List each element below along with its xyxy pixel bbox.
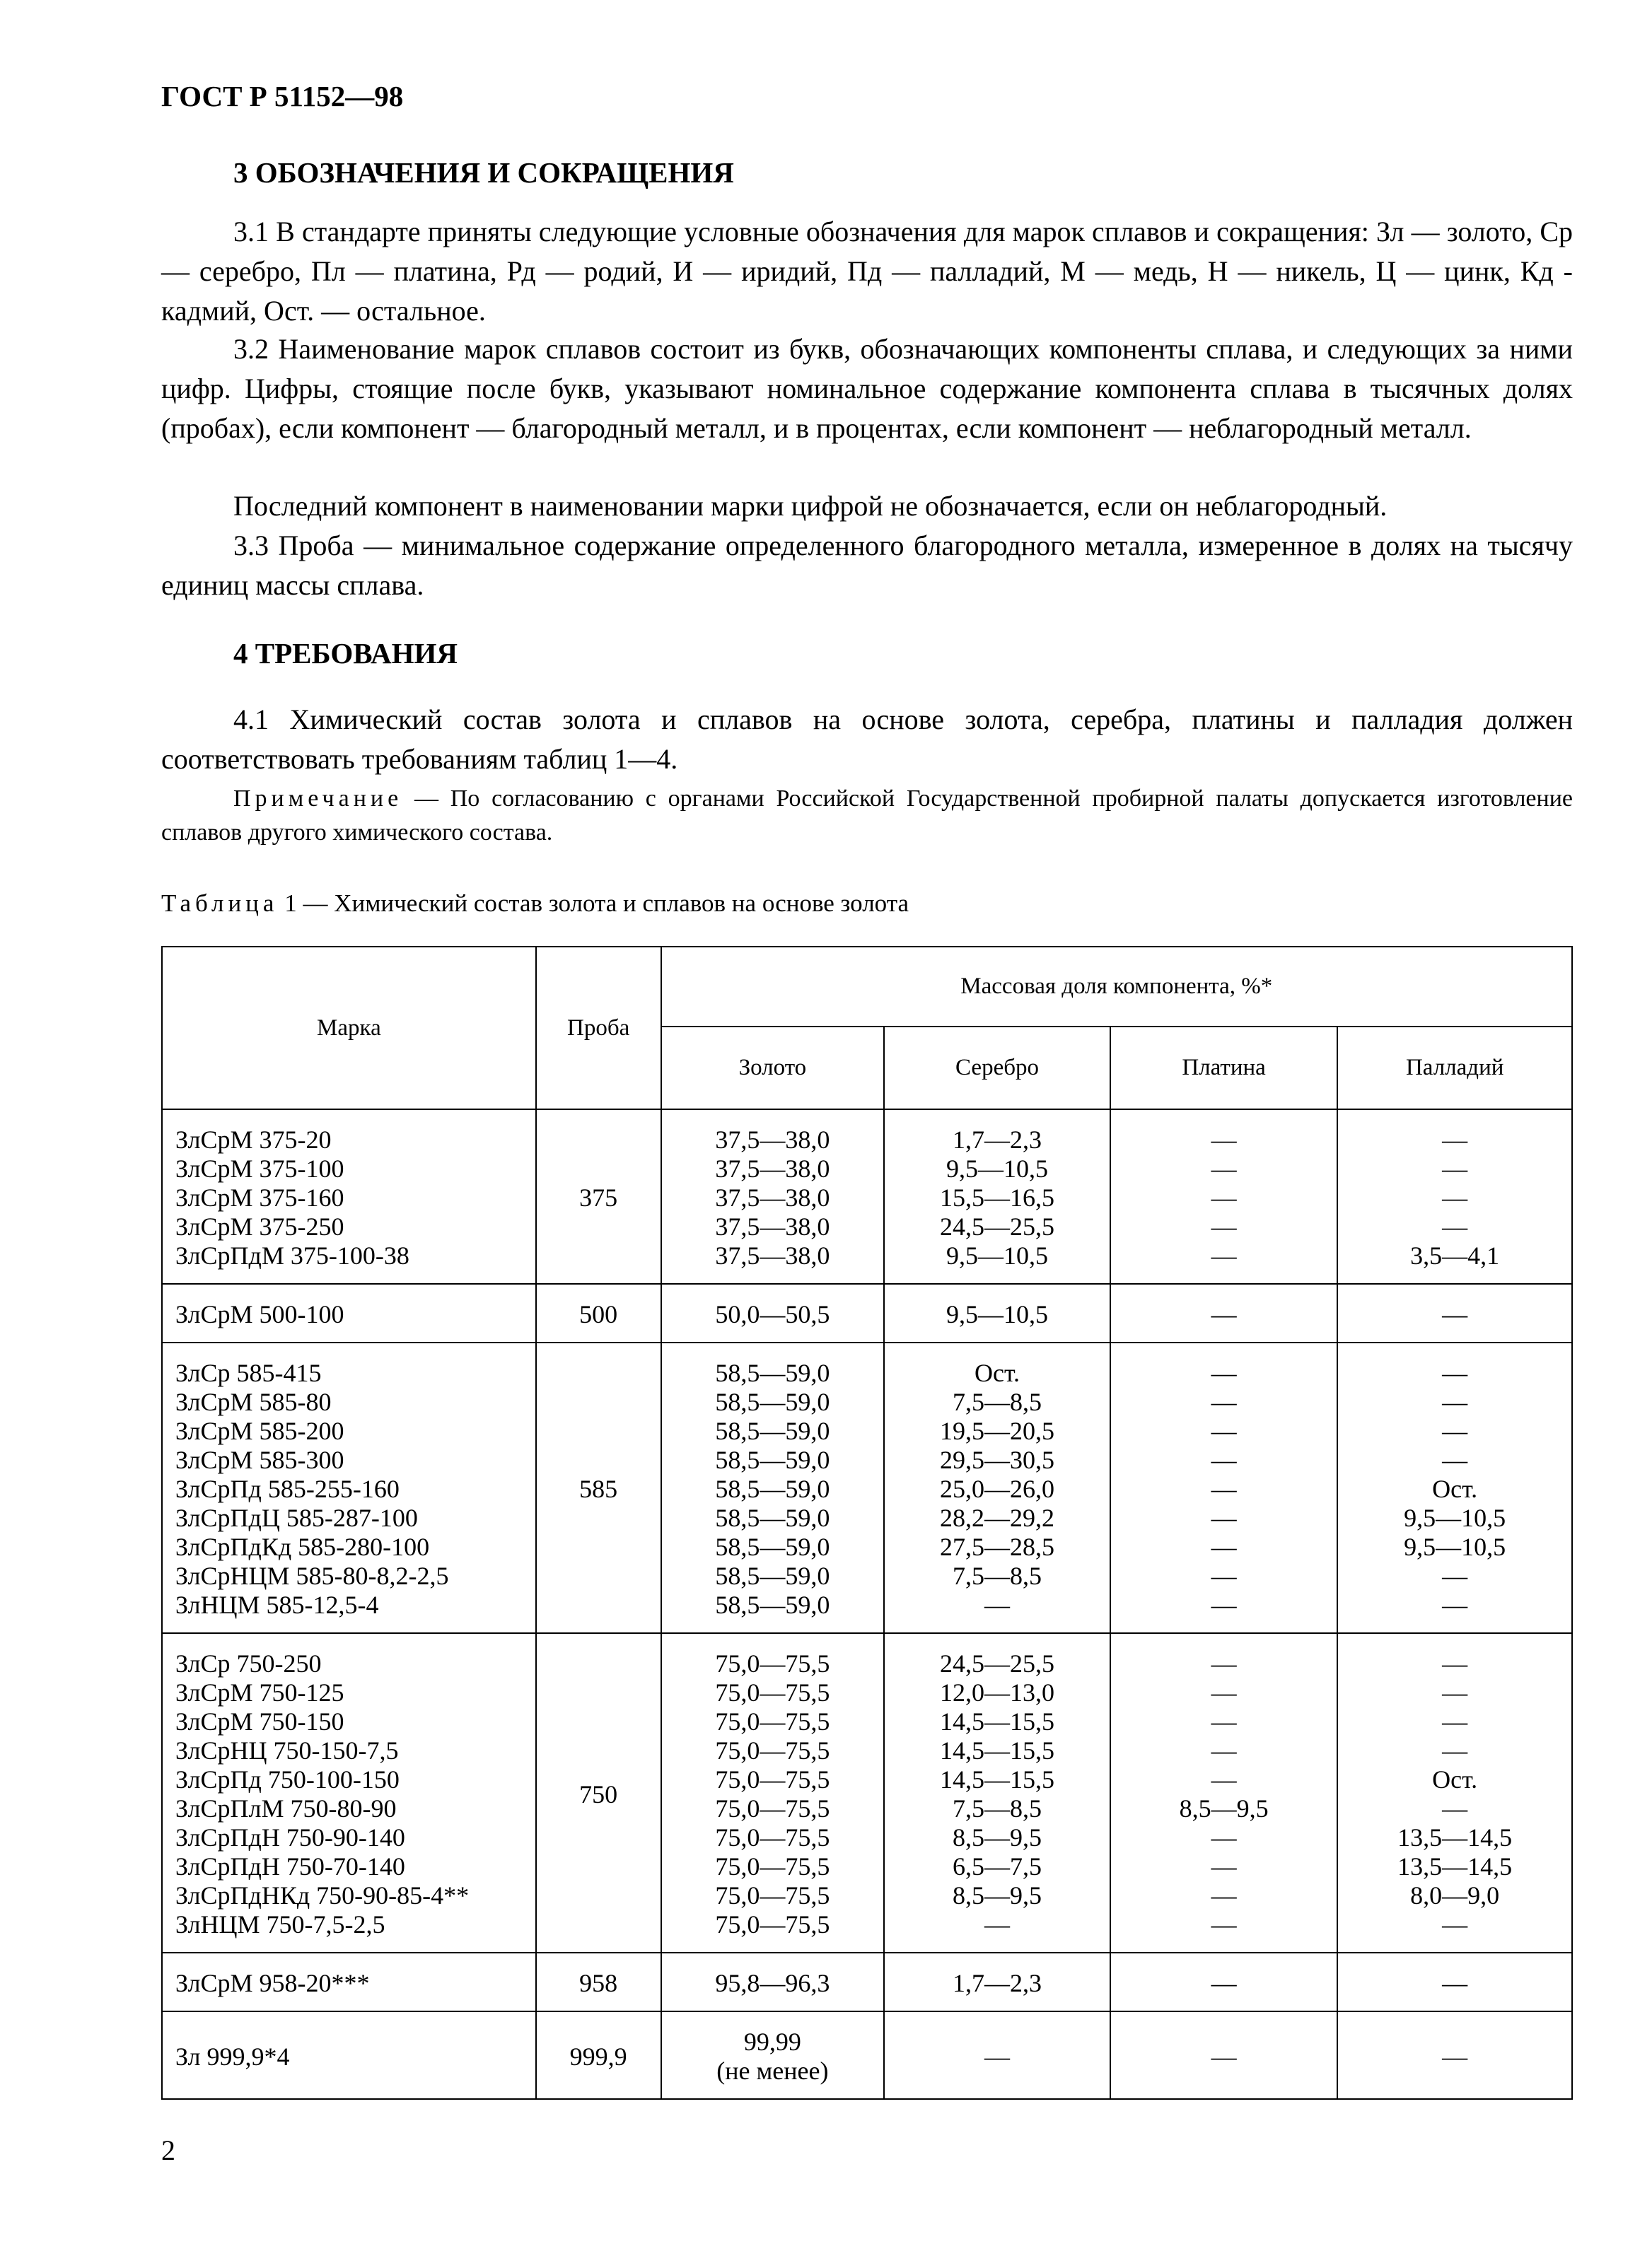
palladium-value: 3,5—4,1 — [1410, 1241, 1500, 1270]
paragraph-3-2: 3.2 Наименование марок сплавов состоит из букв, обозначающих компоненты сплава, и следующих за ними цифр. Цифры, стоящие после букв, указывают номинальное содержание компонента сплава в тысячных долях (пробах), если компонент — благородный металл, и в процентах, если компонент — неблагородный металл. — [161, 333, 1573, 444]
mark-value: ЗлСрМ 375-20 — [175, 1126, 332, 1154]
cell-mark — [162, 1284, 536, 1343]
gold-value: 75,0—75,5 — [715, 1910, 830, 1939]
table-group-row — [162, 1343, 1572, 1633]
palladium-value: — — [1442, 1707, 1468, 1736]
silver-value: 15,5—16,5 — [940, 1183, 1055, 1212]
mark-value: ЗлСрМ 500-100 — [175, 1300, 344, 1328]
silver-value: 7,5—8,5 — [953, 1562, 1042, 1590]
table-1-caption: Таблица 1 — Химический состав золота и сплавов на основе золота — [161, 889, 909, 917]
header-silver: Серебро — [884, 1027, 1110, 1109]
cell-palladium — [1337, 1284, 1572, 1343]
platinum-value: — — [1211, 1475, 1237, 1503]
probe-value: 999,9 — [569, 2042, 627, 2071]
palladium-value: — — [1442, 1969, 1468, 1997]
probe-value: 750 — [579, 1779, 618, 1808]
gold-value: 37,5—38,0 — [715, 1212, 830, 1241]
platinum-value: — — [1211, 1300, 1237, 1328]
gold-value: 99,99 (не менее) — [716, 2028, 829, 2085]
note-paragraph — [161, 782, 1573, 850]
gold-value: 37,5—38,0 — [715, 1126, 830, 1154]
table-1 — [161, 946, 1573, 2100]
palladium-value: — — [1442, 1359, 1468, 1387]
cell-silver — [884, 2011, 1110, 2099]
mark-value: ЗлСрМ 750-150 — [175, 1707, 344, 1736]
gold-value: 58,5—59,0 — [715, 1562, 830, 1590]
palladium-value: — — [1442, 1649, 1468, 1678]
platinum-value: 8,5—9,5 — [1179, 1794, 1269, 1823]
palladium-value: 9,5—10,5 — [1404, 1504, 1506, 1532]
platinum-value: — — [1211, 1417, 1237, 1445]
silver-value: 6,5—7,5 — [953, 1852, 1042, 1881]
probe-value: 375 — [579, 1183, 618, 1212]
platinum-value: — — [1211, 1910, 1237, 1939]
silver-value: 14,5—15,5 — [940, 1736, 1055, 1765]
platinum-value: — — [1211, 1359, 1237, 1387]
gold-value: 58,5—59,0 — [715, 1504, 830, 1532]
mark-value: ЗлСрПдН 750-70-140 — [175, 1852, 405, 1881]
gold-value: 75,0—75,5 — [715, 1707, 830, 1736]
gold-value: 58,5—59,0 — [715, 1388, 830, 1416]
platinum-value: — — [1211, 1591, 1237, 1619]
palladium-value: — — [1442, 2042, 1468, 2071]
platinum-value: — — [1211, 1126, 1237, 1154]
platinum-value: — — [1211, 1881, 1237, 1910]
note-label: Примечание — [233, 785, 403, 812]
mark-value: ЗлСр 750-250 — [175, 1649, 322, 1678]
gold-value: 75,0—75,5 — [715, 1881, 830, 1910]
cell-gold — [661, 1343, 885, 1633]
silver-value: 19,5—20,5 — [940, 1417, 1055, 1445]
platinum-value: — — [1211, 1533, 1237, 1561]
cell-palladium — [1337, 1343, 1572, 1633]
silver-value: 27,5—28,5 — [940, 1533, 1055, 1561]
cell-mark — [162, 2011, 536, 2099]
mark-value: ЗлСрНЦ 750-150-7,5 — [175, 1736, 399, 1765]
mark-value: ЗлСрПдЦ 585-287-100 — [175, 1504, 418, 1532]
silver-value: 28,2—29,2 — [940, 1504, 1055, 1532]
cell-platinum — [1110, 1284, 1338, 1343]
palladium-value: — — [1442, 1562, 1468, 1590]
gold-value: 58,5—59,0 — [715, 1446, 830, 1474]
platinum-value: — — [1211, 1969, 1237, 1997]
header-gold: Золото — [661, 1027, 885, 1109]
mark-value: ЗлСрПлМ 750-80-90 — [175, 1794, 397, 1823]
platinum-value: — — [1211, 1649, 1237, 1678]
cell-silver — [884, 1284, 1110, 1343]
palladium-value: Ост. — [1432, 1475, 1478, 1503]
silver-value: — — [984, 2042, 1011, 2071]
platinum-value: — — [1211, 1707, 1237, 1736]
cell-probe — [536, 1953, 661, 2011]
platinum-value: — — [1211, 1388, 1237, 1416]
cell-probe — [536, 1633, 661, 1953]
palladium-value: — — [1442, 1591, 1468, 1619]
mark-value: ЗлСрМ 375-250 — [175, 1212, 344, 1241]
palladium-value: — — [1442, 1794, 1468, 1823]
section-4-title: 4 ТРЕБОВАНИЯ — [233, 637, 458, 670]
silver-value: 9,5—10,5 — [946, 1155, 1049, 1183]
gold-value: 75,0—75,5 — [715, 1823, 830, 1852]
platinum-value: — — [1211, 1678, 1237, 1707]
table-group-row — [162, 1109, 1572, 1284]
platinum-value: — — [1211, 1823, 1237, 1852]
cell-mark — [162, 1343, 536, 1633]
mark-value: ЗлСрПдНКд 750-90-85-4** — [175, 1881, 470, 1910]
palladium-value: — — [1442, 1910, 1468, 1939]
cell-probe — [536, 2011, 661, 2099]
mark-value: ЗлСрПдКд 585-280-100 — [175, 1533, 430, 1561]
cell-probe — [536, 1109, 661, 1284]
probe-value: 500 — [579, 1300, 618, 1328]
paragraph-3-1: 3.1 В стандарте приняты следующие условные обозначения для марок сплавов и сокращения: Зл — золото, Ср — серебро, Пл — платина, Рд — родий, И — иридий, Пд — палладий, М — медь, Н — никель, Ц — цинк, Кд - кадмий, Ост. — остальное. — [161, 216, 1573, 327]
gold-value: 95,8—96,3 — [715, 1969, 830, 1997]
mark-value: ЗлСрМ 375-160 — [175, 1183, 344, 1212]
silver-value: 29,5—30,5 — [940, 1446, 1055, 1474]
platinum-value: — — [1211, 1212, 1237, 1241]
platinum-value: — — [1211, 1736, 1237, 1765]
cell-silver — [884, 1343, 1110, 1633]
platinum-value: — — [1211, 1241, 1237, 1270]
mark-value: ЗлСрМ 958-20*** — [175, 1969, 370, 1997]
cell-silver — [884, 1109, 1110, 1284]
cell-platinum — [1110, 1953, 1338, 2011]
platinum-value: — — [1211, 1446, 1237, 1474]
palladium-value: — — [1442, 1446, 1468, 1474]
header-mark: Марка — [162, 947, 536, 1109]
cell-silver — [884, 1953, 1110, 2011]
mark-value: ЗлСрМ 585-200 — [175, 1417, 344, 1445]
gold-value: 75,0—75,5 — [715, 1649, 830, 1678]
header-platinum: Платина — [1110, 1027, 1338, 1109]
gold-value: 58,5—59,0 — [715, 1417, 830, 1445]
gold-value: 37,5—38,0 — [715, 1155, 830, 1183]
cell-probe — [536, 1343, 661, 1633]
mark-value: ЗлСрПдН 750-90-140 — [175, 1823, 405, 1852]
palladium-value: 8,0—9,0 — [1410, 1881, 1500, 1910]
mark-value: ЗлНЦМ 585-12,5-4 — [175, 1591, 379, 1619]
silver-value: 24,5—25,5 — [940, 1212, 1055, 1241]
silver-value: 12,0—13,0 — [940, 1678, 1055, 1707]
cell-platinum — [1110, 1343, 1338, 1633]
cell-gold — [661, 2011, 885, 2099]
gold-value: 75,0—75,5 — [715, 1678, 830, 1707]
cell-palladium — [1337, 1953, 1572, 2011]
palladium-value: — — [1442, 1678, 1468, 1707]
paragraph-3-2-note: Последний компонент в наименовании марки цифрой не обозначается, если он неблагородный. — [233, 490, 1388, 522]
cell-palladium — [1337, 1109, 1572, 1284]
section-3-title: 3 ОБОЗНАЧЕНИЯ И СОКРАЩЕНИЯ — [233, 156, 734, 189]
mark-value: ЗлНЦМ 750-7,5-2,5 — [175, 1910, 385, 1939]
paragraph-3-3: 3.3 Проба — минимальное содержание определенного благородного металла, измеренное в долях на тысячу единиц массы сплава. — [161, 530, 1573, 601]
cell-gold — [661, 1109, 885, 1284]
mark-value: ЗлСрПд 585-255-160 — [175, 1475, 400, 1503]
gold-value: 75,0—75,5 — [715, 1736, 830, 1765]
header-mass-fraction: Массовая доля компонента, %* — [661, 947, 1572, 1027]
platinum-value: — — [1211, 1504, 1237, 1532]
cell-mark — [162, 1633, 536, 1953]
silver-value: 8,5—9,5 — [953, 1881, 1042, 1910]
silver-value: 1,7—2,3 — [953, 1126, 1042, 1154]
mark-value: ЗлСр 585-415 — [175, 1359, 322, 1387]
gold-value: 75,0—75,5 — [715, 1765, 830, 1794]
gold-value: 58,5—59,0 — [715, 1591, 830, 1619]
mark-value: Зл 999,9*4 — [175, 2042, 290, 2071]
silver-value: 8,5—9,5 — [953, 1823, 1042, 1852]
silver-value: Ост. — [975, 1359, 1020, 1387]
silver-value: 1,7—2,3 — [953, 1969, 1042, 1997]
table-1-body — [162, 1109, 1572, 2099]
table-group-row — [162, 1953, 1572, 2011]
cell-palladium — [1337, 1633, 1572, 1953]
silver-value: — — [984, 1591, 1011, 1619]
silver-value: 14,5—15,5 — [940, 1707, 1055, 1736]
mark-value: ЗлСрМ 585-80 — [175, 1388, 332, 1416]
palladium-value: Ост. — [1432, 1765, 1478, 1794]
silver-value: 14,5—15,5 — [940, 1765, 1055, 1794]
silver-value: 7,5—8,5 — [953, 1388, 1042, 1416]
palladium-value: — — [1442, 1736, 1468, 1765]
gold-value: 58,5—59,0 — [715, 1475, 830, 1503]
palladium-value: 13,5—14,5 — [1397, 1852, 1513, 1881]
mark-value: ЗлСрМ 585-300 — [175, 1446, 344, 1474]
header-palladium: Палладий — [1337, 1027, 1572, 1109]
gold-value: 37,5—38,0 — [715, 1183, 830, 1212]
cell-mark — [162, 1109, 536, 1284]
silver-value: 9,5—10,5 — [946, 1300, 1049, 1328]
gold-value: 58,5—59,0 — [715, 1533, 830, 1561]
mark-value: ЗлСрНЦМ 585-80-8,2-2,5 — [175, 1562, 449, 1590]
palladium-value: — — [1442, 1212, 1468, 1241]
cell-gold — [661, 1633, 885, 1953]
probe-value: 958 — [579, 1969, 618, 1997]
silver-value: 7,5—8,5 — [953, 1794, 1042, 1823]
silver-value: 25,0—26,0 — [940, 1475, 1055, 1503]
palladium-value: — — [1442, 1388, 1468, 1416]
cell-gold — [661, 1284, 885, 1343]
mark-value: ЗлСрПдМ 375-100-38 — [175, 1241, 409, 1270]
platinum-value: — — [1211, 1765, 1237, 1794]
silver-value: — — [984, 1910, 1011, 1939]
probe-value: 585 — [579, 1475, 618, 1503]
table-group-row — [162, 2011, 1572, 2099]
gold-value: 75,0—75,5 — [715, 1852, 830, 1881]
header-probe: Проба — [536, 947, 661, 1109]
cell-mark — [162, 1953, 536, 2011]
palladium-value: — — [1442, 1126, 1468, 1154]
gold-value: 75,0—75,5 — [715, 1794, 830, 1823]
palladium-value: 13,5—14,5 — [1397, 1823, 1513, 1852]
mark-value: ЗлСрМ 750-125 — [175, 1678, 344, 1707]
cell-platinum — [1110, 1109, 1338, 1284]
cell-platinum — [1110, 1633, 1338, 1953]
silver-value: 24,5—25,5 — [940, 1649, 1055, 1678]
gold-value: 37,5—38,0 — [715, 1241, 830, 1270]
cell-gold — [661, 1953, 885, 2011]
note-text: — По согласованию с органами Российской Государственной пробирной палаты допускается изготовление сплавов другого химического состава. — [161, 785, 1573, 846]
platinum-value: — — [1211, 1562, 1237, 1590]
palladium-value: — — [1442, 1155, 1468, 1183]
gold-value: 50,0—50,5 — [715, 1300, 830, 1328]
palladium-value: — — [1442, 1300, 1468, 1328]
cell-probe — [536, 1284, 661, 1343]
mark-value: ЗлСрПд 750-100-150 — [175, 1765, 400, 1794]
page-number: 2 — [161, 2134, 175, 2166]
palladium-value: — — [1442, 1417, 1468, 1445]
cell-silver — [884, 1633, 1110, 1953]
paragraph-4-1: 4.1 Химический состав золота и сплавов на основе золота, серебра, платины и палладия должен соответствовать требованиям таблиц 1—4. — [161, 703, 1573, 775]
platinum-value: — — [1211, 2042, 1237, 2071]
palladium-value: — — [1442, 1183, 1468, 1212]
palladium-value: 9,5—10,5 — [1404, 1533, 1506, 1561]
platinum-value: — — [1211, 1183, 1237, 1212]
platinum-value: — — [1211, 1852, 1237, 1881]
silver-value: 9,5—10,5 — [946, 1241, 1049, 1270]
cell-platinum — [1110, 2011, 1338, 2099]
table-group-row — [162, 1633, 1572, 1953]
platinum-value: — — [1211, 1155, 1237, 1183]
table-group-row — [162, 1284, 1572, 1343]
gold-value: 58,5—59,0 — [715, 1359, 830, 1387]
cell-palladium — [1337, 2011, 1572, 2099]
document-code: ГОСТ Р 51152—98 — [161, 80, 404, 112]
mark-value: ЗлСрМ 375-100 — [175, 1155, 344, 1183]
